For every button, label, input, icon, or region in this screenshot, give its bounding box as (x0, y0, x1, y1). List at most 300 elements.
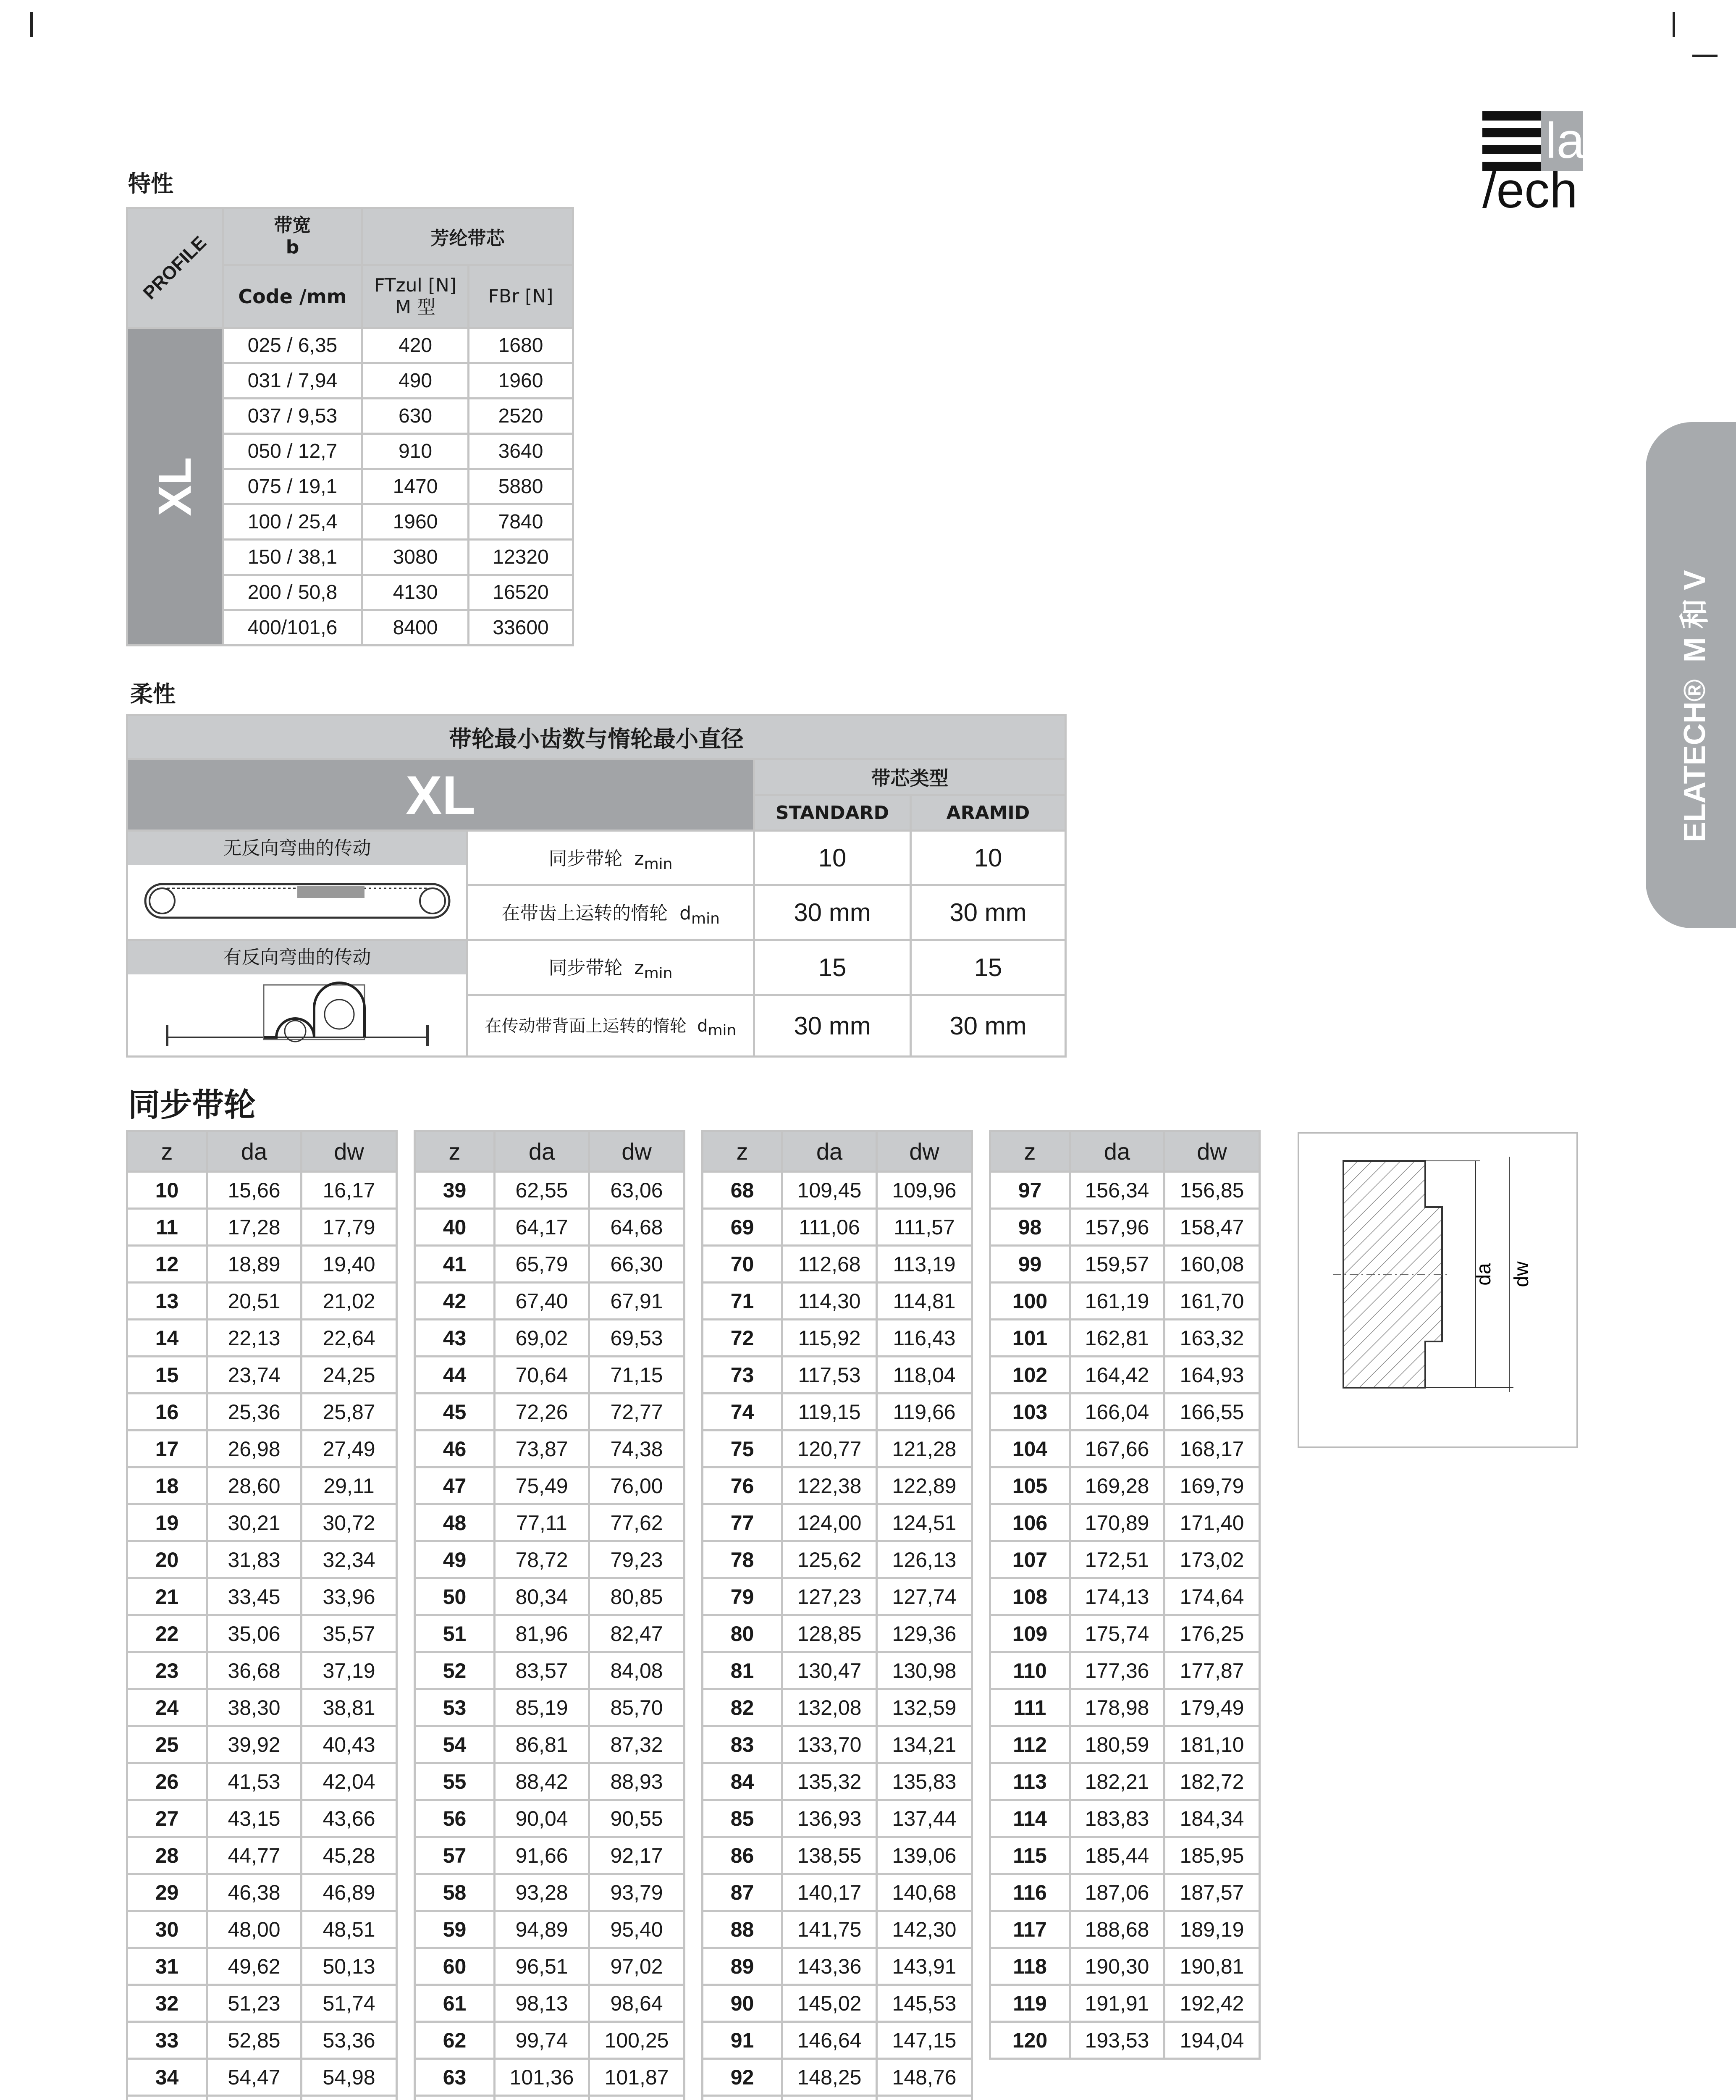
cell-z: 70 (703, 1246, 782, 1283)
profile-header: PROFILE (127, 208, 223, 328)
cell-da: 20,51 (207, 1283, 302, 1320)
cell-z: 79 (703, 1578, 782, 1615)
col-z: z (703, 1131, 782, 1172)
cell-da: 93,28 (495, 1874, 589, 1911)
cell-z: 25 (127, 1726, 207, 1763)
col-dw: dw (302, 1131, 397, 1172)
cell-dw: 174,64 (1164, 1578, 1260, 1615)
cell-da: 96,51 (495, 1948, 589, 1985)
table-row (990, 1209, 1260, 1246)
table-row (415, 1837, 684, 1874)
cell-z: 47 (415, 1467, 495, 1504)
cell-da: 80,34 (495, 1578, 589, 1615)
flex-row-label: 在带齿上运转的惰轮 $d_{min}$ (467, 885, 754, 940)
cell-z: 102 (990, 1357, 1070, 1394)
cell-z: 46 (415, 1431, 495, 1467)
cell-dw: 177,87 (1164, 1652, 1260, 1689)
table-row (415, 1357, 684, 1394)
cell-z: 50 (415, 1578, 495, 1615)
cell-da: 36,68 (207, 1652, 302, 1689)
table-row (127, 1541, 397, 1578)
cell-z: 82 (703, 1689, 782, 1726)
cell-da: 183,83 (1070, 1800, 1164, 1837)
col-aramid: ARAMID (911, 795, 1066, 831)
cell-da: 115,92 (782, 1320, 877, 1357)
cell-da: 182,21 (1070, 1763, 1164, 1800)
table-row (415, 1985, 684, 2022)
table-row (127, 1431, 397, 1467)
table-cell: 031 / 7,94 (223, 363, 362, 399)
flex-profile: XL (127, 759, 754, 831)
cell-da: 73,87 (495, 1431, 589, 1467)
cell-z: 108 (990, 1578, 1070, 1615)
table-row (703, 1726, 972, 1763)
cell-dw: 161,70 (1164, 1283, 1260, 1320)
table-row (703, 1394, 972, 1431)
table-row (127, 1726, 397, 1763)
table-row (990, 1911, 1260, 1948)
cell-dw: 145,53 (877, 1985, 972, 2022)
cell-da: 49,62 (207, 1948, 302, 1985)
cell-da: 141,75 (782, 1911, 877, 1948)
cell-dw: 76,00 (589, 1467, 684, 1504)
cell-z: 12 (127, 1246, 207, 1283)
side-tab-brand: ELATECH® (1678, 679, 1712, 842)
cell-dw: 33,96 (302, 1578, 397, 1615)
cell-da: 30,21 (207, 1504, 302, 1541)
flex-cell: 10 (911, 831, 1066, 885)
cell-da: 140,17 (782, 1874, 877, 1911)
cell-z: 89 (703, 1948, 782, 1985)
cell-z: 86 (703, 1837, 782, 1874)
table-row (990, 1874, 1260, 1911)
cell-z: 106 (990, 1504, 1070, 1541)
cell-da: 175,74 (1070, 1615, 1164, 1652)
table-row (703, 1357, 972, 1394)
cell-da: 46,38 (207, 1874, 302, 1911)
cell-z: 13 (127, 1283, 207, 1320)
cell-da: 164,42 (1070, 1357, 1164, 1394)
cell-da: 119,15 (782, 1394, 877, 1431)
cell-z (415, 2096, 495, 2100)
cell-z: 44 (415, 1357, 495, 1394)
table-row (703, 1874, 972, 1911)
table-row (127, 1172, 397, 1209)
table-cell: 33600 (469, 610, 573, 646)
table-cell: 16520 (469, 575, 573, 610)
cell-da: 161,19 (1070, 1283, 1164, 1320)
cell-da: 127,23 (782, 1578, 877, 1615)
cell-dw: 88,93 (589, 1763, 684, 1800)
table-cell: 1960 (362, 504, 469, 540)
cell-z: 41 (415, 1246, 495, 1283)
cell-z: 48 (415, 1504, 495, 1541)
flex-cell: 15 (911, 940, 1066, 995)
table-cell: 7840 (469, 504, 573, 540)
table-row (703, 1763, 972, 1800)
cell-dw: 132,59 (877, 1689, 972, 1726)
table-row (990, 1652, 1260, 1689)
cell-z: 114 (990, 1800, 1070, 1837)
cell-dw: 135,83 (877, 1763, 972, 1800)
pulley-table-3 (701, 1130, 973, 2100)
flex-cell: 10 (754, 831, 911, 885)
cell-z: 58 (415, 1874, 495, 1911)
table-row (703, 1209, 972, 1246)
cell-da: 146,64 (782, 2022, 877, 2059)
table-row (127, 1948, 397, 1985)
flex-cell: 30 mm (754, 885, 911, 940)
cell-dw: 185,95 (1164, 1837, 1260, 1874)
cell-da: 23,74 (207, 1357, 302, 1394)
cell-dw: 173,02 (1164, 1541, 1260, 1578)
cell-dw: 137,44 (877, 1800, 972, 1837)
cell-dw: 50,13 (302, 1948, 397, 1985)
table-row (415, 1504, 684, 1541)
cell-da: 28,60 (207, 1467, 302, 1504)
cell-z: 31 (127, 1948, 207, 1985)
table-row (415, 1726, 684, 1763)
table-row (127, 1652, 397, 1689)
core-header: 芳纶带芯 (362, 208, 573, 265)
cell-z: 56 (415, 1800, 495, 1837)
cell-da: 85,19 (495, 1689, 589, 1726)
ftzul-header: FTzul [N] M 型 (362, 265, 469, 328)
cell-da: 187,06 (1070, 1874, 1164, 1911)
table-cell: 1680 (469, 328, 573, 363)
table-cell: 3640 (469, 434, 573, 469)
cell-dw: 72,77 (589, 1394, 684, 1431)
cell-z: 85 (703, 1800, 782, 1837)
cell-da: 143,36 (782, 1948, 877, 1985)
table-cell: 8400 (362, 610, 469, 646)
cell-dw: 192,42 (1164, 1985, 1260, 2022)
table-row (990, 1320, 1260, 1357)
table-cell: 1470 (362, 469, 469, 504)
cell-dw: 27,49 (302, 1431, 397, 1467)
table-cell: 150 / 38,1 (223, 540, 362, 575)
cell-dw: 169,79 (1164, 1467, 1260, 1504)
cell-da: 135,32 (782, 1763, 877, 1800)
cell-z: 84 (703, 1763, 782, 1800)
cell-z: 120 (990, 2022, 1070, 2059)
table-cell: 050 / 12,7 (223, 434, 362, 469)
table-row (990, 1394, 1260, 1431)
flex-cell: 30 mm (911, 995, 1066, 1057)
table-row (990, 1246, 1260, 1283)
cell-z: 33 (127, 2022, 207, 2059)
cell-dw: 66,30 (589, 1246, 684, 1283)
cell-z: 99 (990, 1246, 1070, 1283)
cell-z: 90 (703, 1985, 782, 2022)
cell-z: 91 (703, 2022, 782, 2059)
table-cell: 4130 (362, 575, 469, 610)
cell-dw: 184,34 (1164, 1800, 1260, 1837)
cell-da: 133,70 (782, 1726, 877, 1763)
cell-z: 117 (990, 1911, 1070, 1948)
label-dw: dw (1510, 1261, 1533, 1287)
cell-dw: 85,70 (589, 1689, 684, 1726)
cell-z: 83 (703, 1726, 782, 1763)
table-row (990, 1431, 1260, 1467)
table-row (127, 1689, 397, 1726)
cell-da: 54,47 (207, 2059, 302, 2096)
cell-da (782, 2096, 877, 2100)
cell-da: 166,04 (1070, 1394, 1164, 1431)
table-row (703, 2096, 972, 2100)
cell-da: 70,64 (495, 1357, 589, 1394)
cell-dw: 97,02 (589, 1948, 684, 1985)
cell-z: 63 (415, 2059, 495, 2096)
cell-da: 125,62 (782, 1541, 877, 1578)
table-row (990, 1800, 1260, 1837)
table-cell: 12320 (469, 540, 573, 575)
table-cell: 100 / 25,4 (223, 504, 362, 540)
cell-dw: 119,66 (877, 1394, 972, 1431)
col-z: z (990, 1131, 1070, 1172)
cell-dw: 42,04 (302, 1763, 397, 1800)
cell-da: 172,51 (1070, 1541, 1164, 1578)
table-row (127, 1874, 397, 1911)
cell-z: 45 (415, 1394, 495, 1431)
cell-da: 145,02 (782, 1985, 877, 2022)
cell-da: 109,45 (782, 1172, 877, 1209)
cell-da: 180,59 (1070, 1726, 1164, 1763)
cell-z: 77 (703, 1504, 782, 1541)
cell-z: 57 (415, 1837, 495, 1874)
cell-da: 90,04 (495, 1800, 589, 1837)
col-z: z (127, 1131, 207, 1172)
cell-z: 27 (127, 1800, 207, 1837)
cell-da: 159,57 (1070, 1246, 1164, 1283)
cell-z: 34 (127, 2059, 207, 2096)
cell-da: 167,66 (1070, 1431, 1164, 1467)
table-row (703, 1837, 972, 1874)
cell-dw: 37,19 (302, 1652, 397, 1689)
cell-dw: 134,21 (877, 1726, 972, 1763)
cell-z: 109 (990, 1615, 1070, 1652)
cell-da: 75,49 (495, 1467, 589, 1504)
table-row (415, 1689, 684, 1726)
cell-dw: 69,53 (589, 1320, 684, 1357)
cell-da: 65,79 (495, 1246, 589, 1283)
table-row (127, 1320, 397, 1357)
table-row (990, 1172, 1260, 1209)
cell-z: 112 (990, 1726, 1070, 1763)
cell-z: 98 (990, 1209, 1070, 1246)
table-cell: 630 (362, 399, 469, 434)
table-row (415, 1578, 684, 1615)
crop-mark (1692, 55, 1718, 57)
table-row (127, 1246, 397, 1283)
width-header: 带宽 b (223, 208, 362, 265)
cell-dw: 77,62 (589, 1504, 684, 1541)
col-dw: dw (877, 1131, 972, 1172)
cell-da: 157,96 (1070, 1209, 1164, 1246)
table-row (703, 1689, 972, 1726)
cell-da: 188,68 (1070, 1911, 1164, 1948)
table-row (127, 1837, 397, 1874)
table-row (127, 1763, 397, 1800)
flex-row-label: 同步带轮 $z_{min}$ (467, 831, 754, 885)
cell-z: 17 (127, 1431, 207, 1467)
cell-z: 30 (127, 1911, 207, 1948)
cell-dw: 32,34 (302, 1541, 397, 1578)
col-da: da (782, 1131, 877, 1172)
cell-da: 26,98 (207, 1431, 302, 1467)
cell-dw: 176,25 (1164, 1615, 1260, 1652)
table-row (415, 2059, 684, 2096)
cell-da (207, 2096, 302, 2100)
cell-z: 74 (703, 1394, 782, 1431)
cell-dw: 160,08 (1164, 1246, 1260, 1283)
table-row (415, 1394, 684, 1431)
cell-z: 103 (990, 1394, 1070, 1431)
table-row (415, 1209, 684, 1246)
cell-dw: 64,68 (589, 1209, 684, 1246)
cell-dw: 71,15 (589, 1357, 684, 1394)
cell-da: 174,13 (1070, 1578, 1164, 1615)
cell-z: 11 (127, 1209, 207, 1246)
table-row (990, 1726, 1260, 1763)
table-row (127, 1800, 397, 1837)
cell-z: 60 (415, 1948, 495, 1985)
cell-dw: 113,19 (877, 1246, 972, 1283)
elatech-logo: la /ech (1482, 111, 1583, 212)
cell-z: 76 (703, 1467, 782, 1504)
cell-dw: 100,25 (589, 2022, 684, 2059)
cell-z: 113 (990, 1763, 1070, 1800)
cell-da: 190,30 (1070, 1948, 1164, 1985)
cell-dw: 43,66 (302, 1800, 397, 1837)
flex-table (126, 714, 1067, 1058)
cell-dw: 93,79 (589, 1874, 684, 1911)
flex-title: 带轮最小齿数与惰轮最小直径 (127, 715, 1066, 759)
cell-dw: 25,87 (302, 1394, 397, 1431)
cell-dw: 114,81 (877, 1283, 972, 1320)
cell-z: 43 (415, 1320, 495, 1357)
with-reverse-cell: 有反向弯曲的传动 (127, 940, 467, 1057)
table-row (703, 2022, 972, 2059)
cell-z: 39 (415, 1172, 495, 1209)
flex-cell: 30 mm (911, 885, 1066, 940)
cell-da: 64,17 (495, 1209, 589, 1246)
cell-da: 128,85 (782, 1615, 877, 1652)
cell-da: 136,93 (782, 1800, 877, 1837)
flex-cell: 15 (754, 940, 911, 995)
cell-dw: 16,17 (302, 1172, 397, 1209)
cell-da: 52,85 (207, 2022, 302, 2059)
cell-da: 69,02 (495, 1320, 589, 1357)
cell-z: 118 (990, 1948, 1070, 1985)
cell-z: 80 (703, 1615, 782, 1652)
cell-da: 41,53 (207, 1763, 302, 1800)
cell-dw: 187,57 (1164, 1874, 1260, 1911)
cell-dw: 80,85 (589, 1578, 684, 1615)
cell-da: 51,23 (207, 1985, 302, 2022)
cell-dw (589, 2096, 684, 2100)
crop-mark (30, 12, 33, 37)
cell-da: 35,06 (207, 1615, 302, 1652)
table-row (127, 1283, 397, 1320)
cell-dw: 171,40 (1164, 1504, 1260, 1541)
table-row (703, 1431, 972, 1467)
table-cell: 400/101,6 (223, 610, 362, 646)
cell-da: 77,11 (495, 1504, 589, 1541)
cell-z: 21 (127, 1578, 207, 1615)
cell-dw: 38,81 (302, 1689, 397, 1726)
col-da: da (495, 1131, 589, 1172)
flex-row-label: 在传动带背面上运转的惰轮 $d_{min}$ (467, 995, 754, 1057)
cell-da: 72,26 (495, 1394, 589, 1431)
col-dw: dw (1164, 1131, 1260, 1172)
table-row (703, 1320, 972, 1357)
cell-z: 55 (415, 1763, 495, 1800)
table-row (703, 1578, 972, 1615)
cell-da: 120,77 (782, 1431, 877, 1467)
cell-z: 104 (990, 1431, 1070, 1467)
cell-z: 92 (703, 2059, 782, 2096)
cell-da: 88,42 (495, 1763, 589, 1800)
cell-dw: 116,43 (877, 1320, 972, 1357)
profile-cell: XL (127, 328, 223, 646)
cell-z: 101 (990, 1320, 1070, 1357)
cell-z: 14 (127, 1320, 207, 1357)
table-row (990, 1985, 1260, 2022)
cell-dw: 124,51 (877, 1504, 972, 1541)
table-row (127, 1394, 397, 1431)
cell-dw: 30,72 (302, 1504, 397, 1541)
cell-z: 52 (415, 1652, 495, 1689)
table-row (127, 1357, 397, 1394)
cell-dw: 147,15 (877, 2022, 972, 2059)
cell-z: 88 (703, 1911, 782, 1948)
table-row (127, 2096, 397, 2100)
table-row (415, 1615, 684, 1652)
table-row (990, 1467, 1260, 1504)
cell-dw: 166,55 (1164, 1394, 1260, 1431)
cell-da: 17,28 (207, 1209, 302, 1246)
cell-z: 72 (703, 1320, 782, 1357)
cell-da: 18,89 (207, 1246, 302, 1283)
cell-da: 48,00 (207, 1911, 302, 1948)
cell-z: 15 (127, 1357, 207, 1394)
cell-z: 24 (127, 1689, 207, 1726)
table-row (990, 1763, 1260, 1800)
cell-da: 178,98 (1070, 1689, 1164, 1726)
table-row (415, 1541, 684, 1578)
cell-z: 81 (703, 1652, 782, 1689)
cell-z: 115 (990, 1837, 1070, 1874)
cell-da: 124,00 (782, 1504, 877, 1541)
cell-da: 25,36 (207, 1394, 302, 1431)
col-da: da (207, 1131, 302, 1172)
cell-z: 20 (127, 1541, 207, 1578)
cell-dw: 24,25 (302, 1357, 397, 1394)
table-row (703, 1541, 972, 1578)
section-title-pulley: 同步带轮 (128, 1086, 256, 1124)
cell-da: 86,81 (495, 1726, 589, 1763)
cell-dw: 194,04 (1164, 2022, 1260, 2059)
cell-da: 170,89 (1070, 1504, 1164, 1541)
cell-da: 67,40 (495, 1283, 589, 1320)
pulley-table-2 (414, 1130, 685, 2100)
cell-dw: 163,32 (1164, 1320, 1260, 1357)
cell-z: 51 (415, 1615, 495, 1652)
cell-dw: 29,11 (302, 1467, 397, 1504)
properties-table (126, 207, 574, 646)
table-row (127, 2022, 397, 2059)
